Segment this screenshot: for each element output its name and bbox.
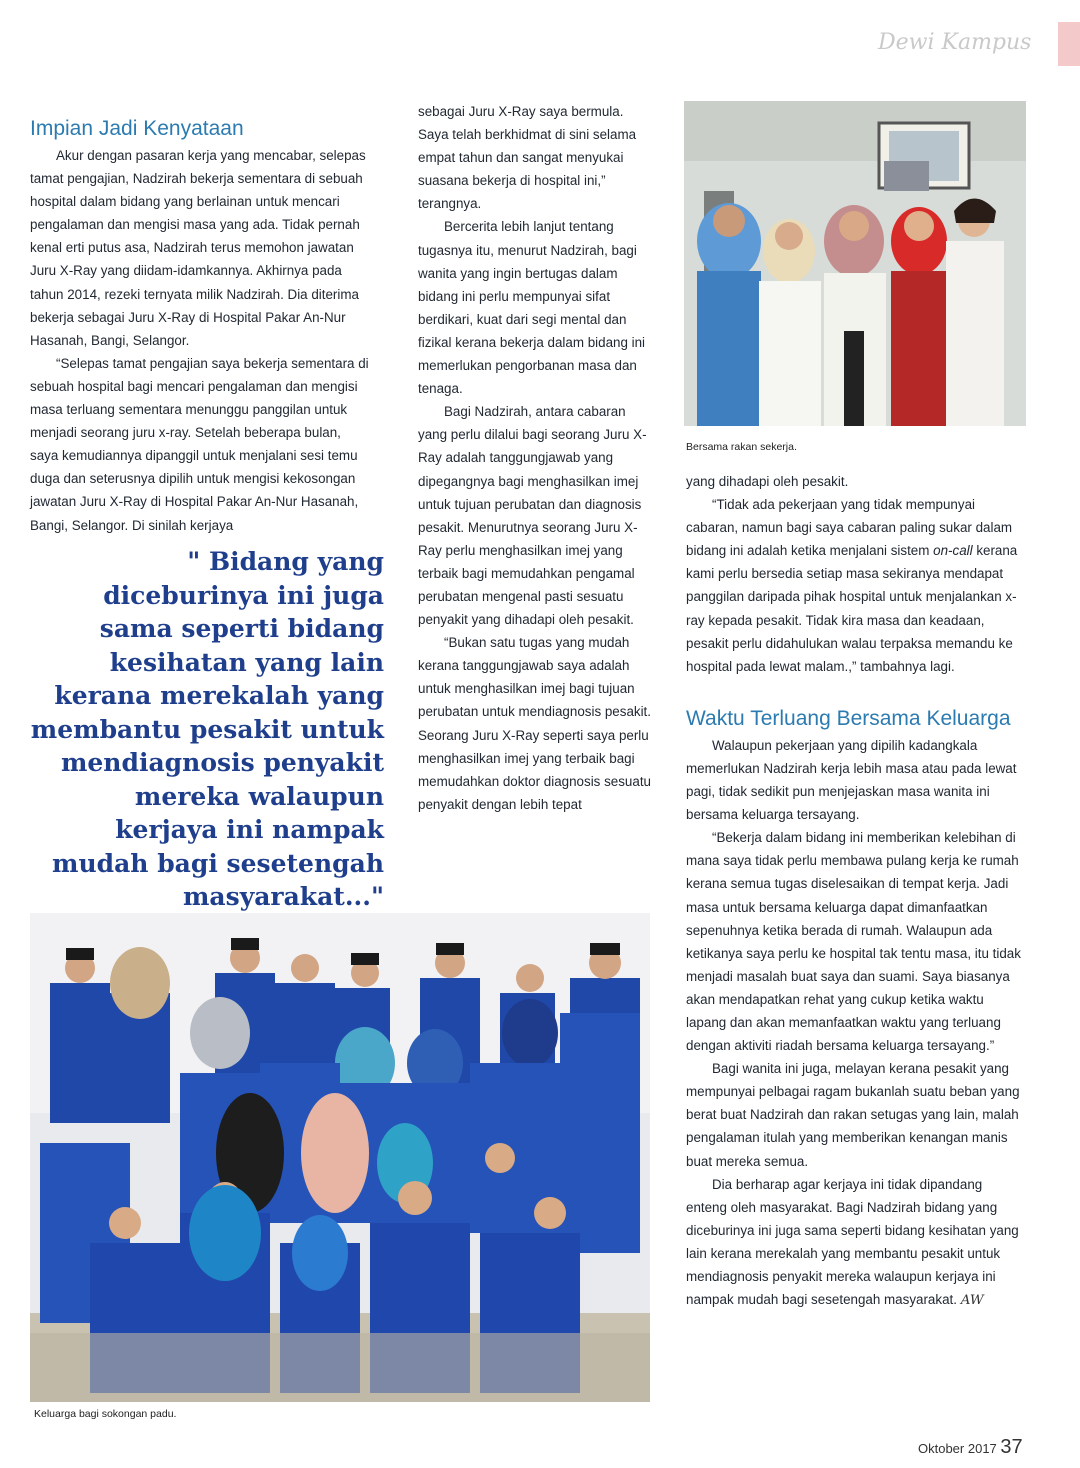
paragraph: “Bukan satu tugas yang mudah kerana tanggungjawab saya adalah untuk menghasilkan imej bagi tujuan perubatan untuk mendiagnosis pesakit. Seorang Juru X-Ray seperti saya perlu menghasilkan imej yang terbaik bagi memudahkan doktor diagnosis sesuatu penyakit dengan lebih tepat: [418, 635, 652, 812]
quote-text-start: “Tidak ada pekerjaan yang tidak mempunyai cabaran, namun bagi saya cabaran paling sukar dalam bidang ini adalah ketika menjalani sistem: [686, 497, 1013, 559]
paragraph: Akur dengan pasaran kerja yang mencabar, selepas tamat pengajian, Nadzirah bekerja sementara di sebuah hospital dalam bidang yang berlainan untuk mencari pengalaman dan mengisi masa yang ada. Tidak pernah kenal erti putus asa, Nadzirah terus memohon jawatan Juru X-Ray yang diidam-idamkannya. Akhirnya pada tahun 2014, rezeki ternyata milik Nadzirah. Dia diterima bekerja sebagai Juru X-Ray di Hospital Pakar An-Nur Hasanah, Bangi, Selangor.: [30, 148, 366, 348]
paragraph: Bagi wanita ini juga, melayan kerana pesakit yang mempunyai pelbagai ragam bukanlah suatu beban yang berat buat Nadzirah dan rakan setugas yang lain, malah pengalaman itulah yang memberikan kenangan manis buat mereka semua.: [686, 1061, 1020, 1169]
family-caption: Keluarga bagi sokongan padu.: [34, 1408, 177, 1420]
page-footer: [918, 1436, 1023, 1459]
section-heading: Impian Jadi Kenyataan: [30, 117, 244, 140]
family-photo-art: [30, 913, 650, 1402]
column-3: [686, 470, 1026, 1312]
coworkers-photo: [684, 101, 1026, 426]
paragraph: yang dihadapi oleh pesakit.: [686, 474, 849, 489]
end-mark: AW: [960, 1293, 984, 1309]
paragraph: “Selepas tamat pengajian saya bekerja sementara di sebuah hospital bagi mencari pengalaman dan mengisi masa terluang sementara menunggu panggilan untuk menjadi seorang juru x-ray. Setelah beberapa bulan, saya kemudiannya dipanggil untuk menjalani sesi temu duga dan seterusnya dipilih untuk mengisi kekosongan jawatan Juru X-Ray di Hospital Pakar An-Nur Hasanah, Bangi, Selangor. Di sinilah kerjaya: [30, 355, 369, 533]
column-2: [418, 100, 651, 816]
coworkers-caption: Bersama rakan sekerja.: [686, 441, 797, 453]
paragraph-text: Dia berharap agar kerjaya ini tidak dipandang enteng oleh masyarakat. Bagi Nadzirah bidang yang diceburinya ini juga sama seperti bidang kesihatan yang lain kerana merekalah yang membantu pesakit untuk mendiagnosis penyakit mereka walaupun kerjaya ini nampak mudah bagi sesetengah masyarakat.: [686, 1176, 1019, 1308]
paragraph: [686, 1173, 1026, 1313]
paragraph: Bercerita lebih lanjut tentang tugasnya itu, menurut Nadzirah, bagi wanita yang ingin bertugas dalam bidang ini perlu mempunyai sifat berdikari, kuat dari segi mental dan fizikal kerana bekerja dalam bidang ini memerlukan pengorbanan masa dan tenaga.: [418, 219, 646, 397]
paragraph: Walaupun pekerjaan yang dipilih kadangkala memerlukan Nadzirah kerja lebih masa atau pada lewat pagi, tidak sedikit pun menjejaskan masa wanita ini bersama keluarga tersayang.: [686, 737, 1017, 823]
pull-quote: [24, 545, 384, 914]
pull-quote-text: " Bidang yang diceburinya ini juga sama seperti bidang kesihatan yang lain kerana merekalah yang membantu pesakit untuk mendiagnosis penyakit mereka walaupun kerjaya ini nampak mudah bagi sesetengah masyarakat...": [30, 547, 384, 911]
issue-date: Oktober 2017: [918, 1441, 997, 1456]
quote-paragraph: [686, 493, 1026, 678]
quote-italic-term: on-call: [933, 543, 973, 559]
quote-text-end: kerana kami perlu bersedia setiap masa sekiranya mendapat panggilan daripada pihak hospital untuk menjalankan x-ray kepada pesakit. Tidak kira masa dan keadaan, pesakit perlu didahulukan walau terpaksa memandu ke hospital pada lewat malam.,” tambahnya lagi.: [686, 543, 1018, 674]
paragraph: sebagai Juru X-Ray saya bermula. Saya telah berkhidmat di sini selama empat tahun dan sangat menyukai suasana bekerja di hospital ini,” terangnya.: [418, 104, 637, 212]
paragraph: “Bekerja dalam bidang ini memberikan kelebihan di mana saya tidak perlu membawa pulang kerja ke rumah kerana semua tugas diselesaikan di tempat kerja. Jadi masa untuk bersama keluarga dapat dimanfaatkan sepenuhnya ketika berada di rumah. Walaupun ada ketikanya saya perlu ke hospital tak tentu masa, itu tidak menjadi masalah buat saya dan suami. Saya biasanya akan mendapatkan rehat yang cukup ketika waktu lapang dan akan memanfaatkan waktu yang terluang dengan aktiviti riadah bersama keluarga tersayang.”: [686, 830, 1021, 1054]
page-number: 37: [1000, 1436, 1023, 1458]
section-heading: Waktu Terluang Bersama Keluarga: [686, 706, 1011, 730]
paragraph: Bagi Nadzirah, antara cabaran yang perlu dilalui bagi seorang Juru X-Ray adalah tanggungjawab yang dipegangnya bagi menghasilkan imej untuk tujuan perubatan dan diagnosis pesakit. Menurutnya seorang Juru X-Ray perlu menghasilkan imej yang terbaik bagi memudahkan pengamal perubatan mengenal pasti sesuatu penyakit yang dihadapi oleh pesakit.: [418, 404, 647, 628]
corner-tab: [1058, 22, 1080, 66]
coworkers-photo-art: [684, 101, 1026, 426]
family-photo: [30, 913, 650, 1402]
masthead: Dewi Kampus: [878, 30, 1032, 55]
column-1: [30, 116, 370, 537]
